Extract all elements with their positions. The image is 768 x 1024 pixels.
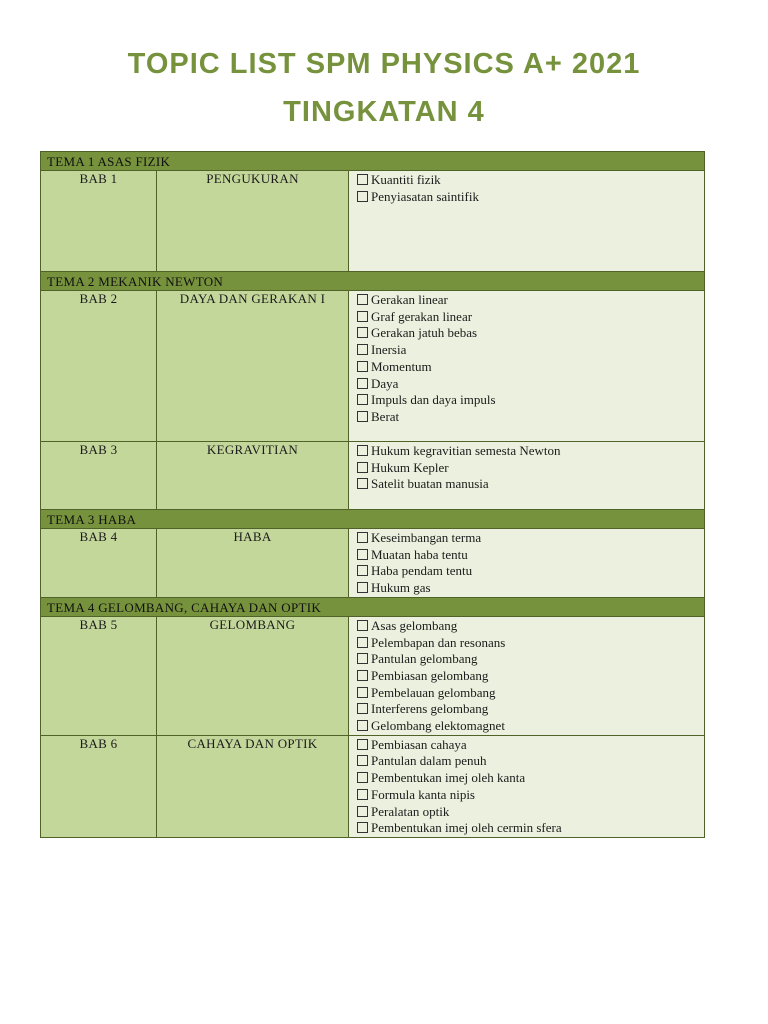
subtopic-label: Peralatan optik <box>371 803 450 819</box>
checkbox-icon <box>357 653 368 664</box>
subtopic-label: Muatan haba tentu <box>371 546 468 562</box>
subtopic-label: Graf gerakan linear <box>371 308 473 324</box>
subtopic-item <box>357 770 704 787</box>
subtopic-label: Penyiasatan saintifik <box>371 188 479 204</box>
checkbox-icon <box>357 378 368 389</box>
subtopic-item <box>357 651 704 668</box>
checkbox-icon <box>357 411 368 422</box>
checkbox-icon <box>357 755 368 766</box>
subtopic-label: Kuantiti fizik <box>371 172 441 187</box>
subtopic-label: Inersia <box>371 342 407 358</box>
subtopic-item <box>357 804 704 821</box>
subtopic-label: Impuls dan daya impuls <box>371 392 496 408</box>
subtopic-list <box>349 617 704 735</box>
subtopic-item <box>357 530 704 547</box>
subtopic-item <box>357 668 704 685</box>
subtopic-item <box>357 392 704 409</box>
subtopic-label: Hukum kegravitian semesta Newton <box>371 443 561 458</box>
subtopic-item <box>357 359 704 376</box>
subtopic-list-cell <box>349 735 705 837</box>
document-subtitle: TINGKATAN 4 <box>283 96 485 128</box>
subtopic-item <box>357 460 704 477</box>
subtopic-item <box>357 753 704 770</box>
topic-table <box>40 151 705 838</box>
checkbox-icon <box>357 361 368 372</box>
subtopic-item <box>357 443 704 460</box>
subtopic-label: Pembiasan cahaya <box>371 736 467 752</box>
subtopic-item <box>357 172 704 189</box>
checkbox-icon <box>357 720 368 731</box>
bab-title: KEGRAVITIAN <box>157 442 349 510</box>
subtopic-list-cell <box>349 442 705 510</box>
subtopic-label: Pembiasan gelombang <box>371 667 489 683</box>
subtopic-item <box>357 618 704 635</box>
subtopic-label: Keseimbangan terma <box>371 530 482 545</box>
tema-label: TEMA 4 GELOMBANG, CAHAYA DAN OPTIK <box>41 597 705 616</box>
checkbox-icon <box>357 174 368 185</box>
bab-title: GELOMBANG <box>157 616 349 735</box>
subtopic-item <box>357 292 704 309</box>
subtopic-list <box>349 736 704 837</box>
tema-label: TEMA 2 MEKANIK NEWTON <box>41 272 705 291</box>
subtopic-item <box>357 376 704 393</box>
bab-title: DAYA DAN GERAKAN I <box>157 291 349 442</box>
checkbox-icon <box>357 789 368 800</box>
subtopic-label: Gerakan linear <box>371 292 448 307</box>
subtopic-item <box>357 701 704 718</box>
checkbox-icon <box>357 327 368 338</box>
checkbox-icon <box>357 620 368 631</box>
subtopic-label: Hukum Kepler <box>371 459 449 475</box>
bab-title: PENGUKURAN <box>157 171 349 272</box>
subtopic-list <box>349 171 704 205</box>
checkbox-icon <box>357 582 368 593</box>
subtopic-item <box>357 820 704 837</box>
subtopic-label: Satelit buatan manusia <box>371 476 489 492</box>
subtopic-item <box>357 580 704 597</box>
bab-row <box>41 616 705 735</box>
checkbox-icon <box>357 806 368 817</box>
checkbox-icon <box>357 549 368 560</box>
subtopic-label: Pembentukan imej oleh cermin sfera <box>371 820 562 836</box>
subtopic-item <box>357 787 704 804</box>
subtopic-item <box>357 635 704 652</box>
checkbox-icon <box>357 670 368 681</box>
checkbox-icon <box>357 565 368 576</box>
bab-number: BAB 1 <box>41 171 157 272</box>
bab-row <box>41 529 705 598</box>
subtopic-item <box>357 737 704 754</box>
subtopic-list <box>349 529 704 597</box>
subtopic-label: Gelombang elektomagnet <box>371 718 505 734</box>
subtopic-item <box>357 309 704 326</box>
bab-number: BAB 3 <box>41 442 157 510</box>
bab-row <box>41 171 705 272</box>
subtopic-item <box>357 409 704 426</box>
checkbox-icon <box>357 687 368 698</box>
tema-row <box>41 510 705 529</box>
subtopic-label: Gerakan jatuh bebas <box>371 325 478 341</box>
tema-row <box>41 597 705 616</box>
checkbox-icon <box>357 703 368 714</box>
subtopic-list-cell <box>349 171 705 272</box>
subtopic-item <box>357 563 704 580</box>
subtopic-item <box>357 685 704 702</box>
subtopic-label: Pantulan gelombang <box>371 651 478 667</box>
subtopic-label: Haba pendam tentu <box>371 563 473 579</box>
tema-row <box>41 272 705 291</box>
checkbox-icon <box>357 294 368 305</box>
subtopic-item <box>357 718 704 735</box>
checkbox-icon <box>357 637 368 648</box>
bab-number: BAB 2 <box>41 291 157 442</box>
checkbox-icon <box>357 739 368 750</box>
bab-title: CAHAYA DAN OPTIK <box>157 735 349 837</box>
checkbox-icon <box>357 394 368 405</box>
tema-label: TEMA 1 ASAS FIZIK <box>41 152 705 171</box>
subtopic-label: Hukum gas <box>371 580 431 596</box>
subtopic-label: Formula kanta nipis <box>371 786 475 802</box>
checkbox-icon <box>357 822 368 833</box>
bab-title: HABA <box>157 529 349 598</box>
subtopic-list <box>349 442 704 493</box>
bab-row <box>41 442 705 510</box>
bab-row <box>41 291 705 442</box>
subtopic-list <box>349 291 704 426</box>
subtopic-label: Pembentukan imej oleh kanta <box>371 770 526 786</box>
subtopic-label: Pantulan dalam penuh <box>371 753 487 769</box>
checkbox-icon <box>357 478 368 489</box>
subtopic-label: Pembelauan gelombang <box>371 684 496 700</box>
checkbox-icon <box>357 191 368 202</box>
checkbox-icon <box>357 532 368 543</box>
checkbox-icon <box>357 344 368 355</box>
subtopic-item <box>357 189 704 206</box>
subtopic-label: Asas gelombang <box>371 617 458 633</box>
topic-table-body <box>41 152 705 838</box>
subtopic-label: Pelembapan dan resonans <box>371 634 506 650</box>
subtopic-label: Interferens gelombang <box>371 701 489 717</box>
bab-number: BAB 5 <box>41 616 157 735</box>
subtopic-label: Daya <box>371 375 399 391</box>
bab-row <box>41 735 705 837</box>
checkbox-icon <box>357 462 368 473</box>
subtopic-item <box>357 342 704 359</box>
tema-row <box>41 152 705 171</box>
subtopic-item <box>357 547 704 564</box>
subtopic-label: Berat <box>371 408 400 424</box>
bab-number: BAB 6 <box>41 735 157 837</box>
subtopic-item <box>357 325 704 342</box>
subtopic-list-cell <box>349 616 705 735</box>
checkbox-icon <box>357 445 368 456</box>
subtopic-label: Momentum <box>371 358 432 374</box>
tema-label: TEMA 3 HABA <box>41 510 705 529</box>
subtopic-list-cell <box>349 529 705 598</box>
document-title: TOPIC LIST SPM PHYSICS A+ 2021 <box>127 48 641 80</box>
checkbox-icon <box>357 772 368 783</box>
subtopic-list-cell <box>349 291 705 442</box>
subtopic-item <box>357 476 704 493</box>
bab-number: BAB 4 <box>41 529 157 598</box>
checkbox-icon <box>357 311 368 322</box>
